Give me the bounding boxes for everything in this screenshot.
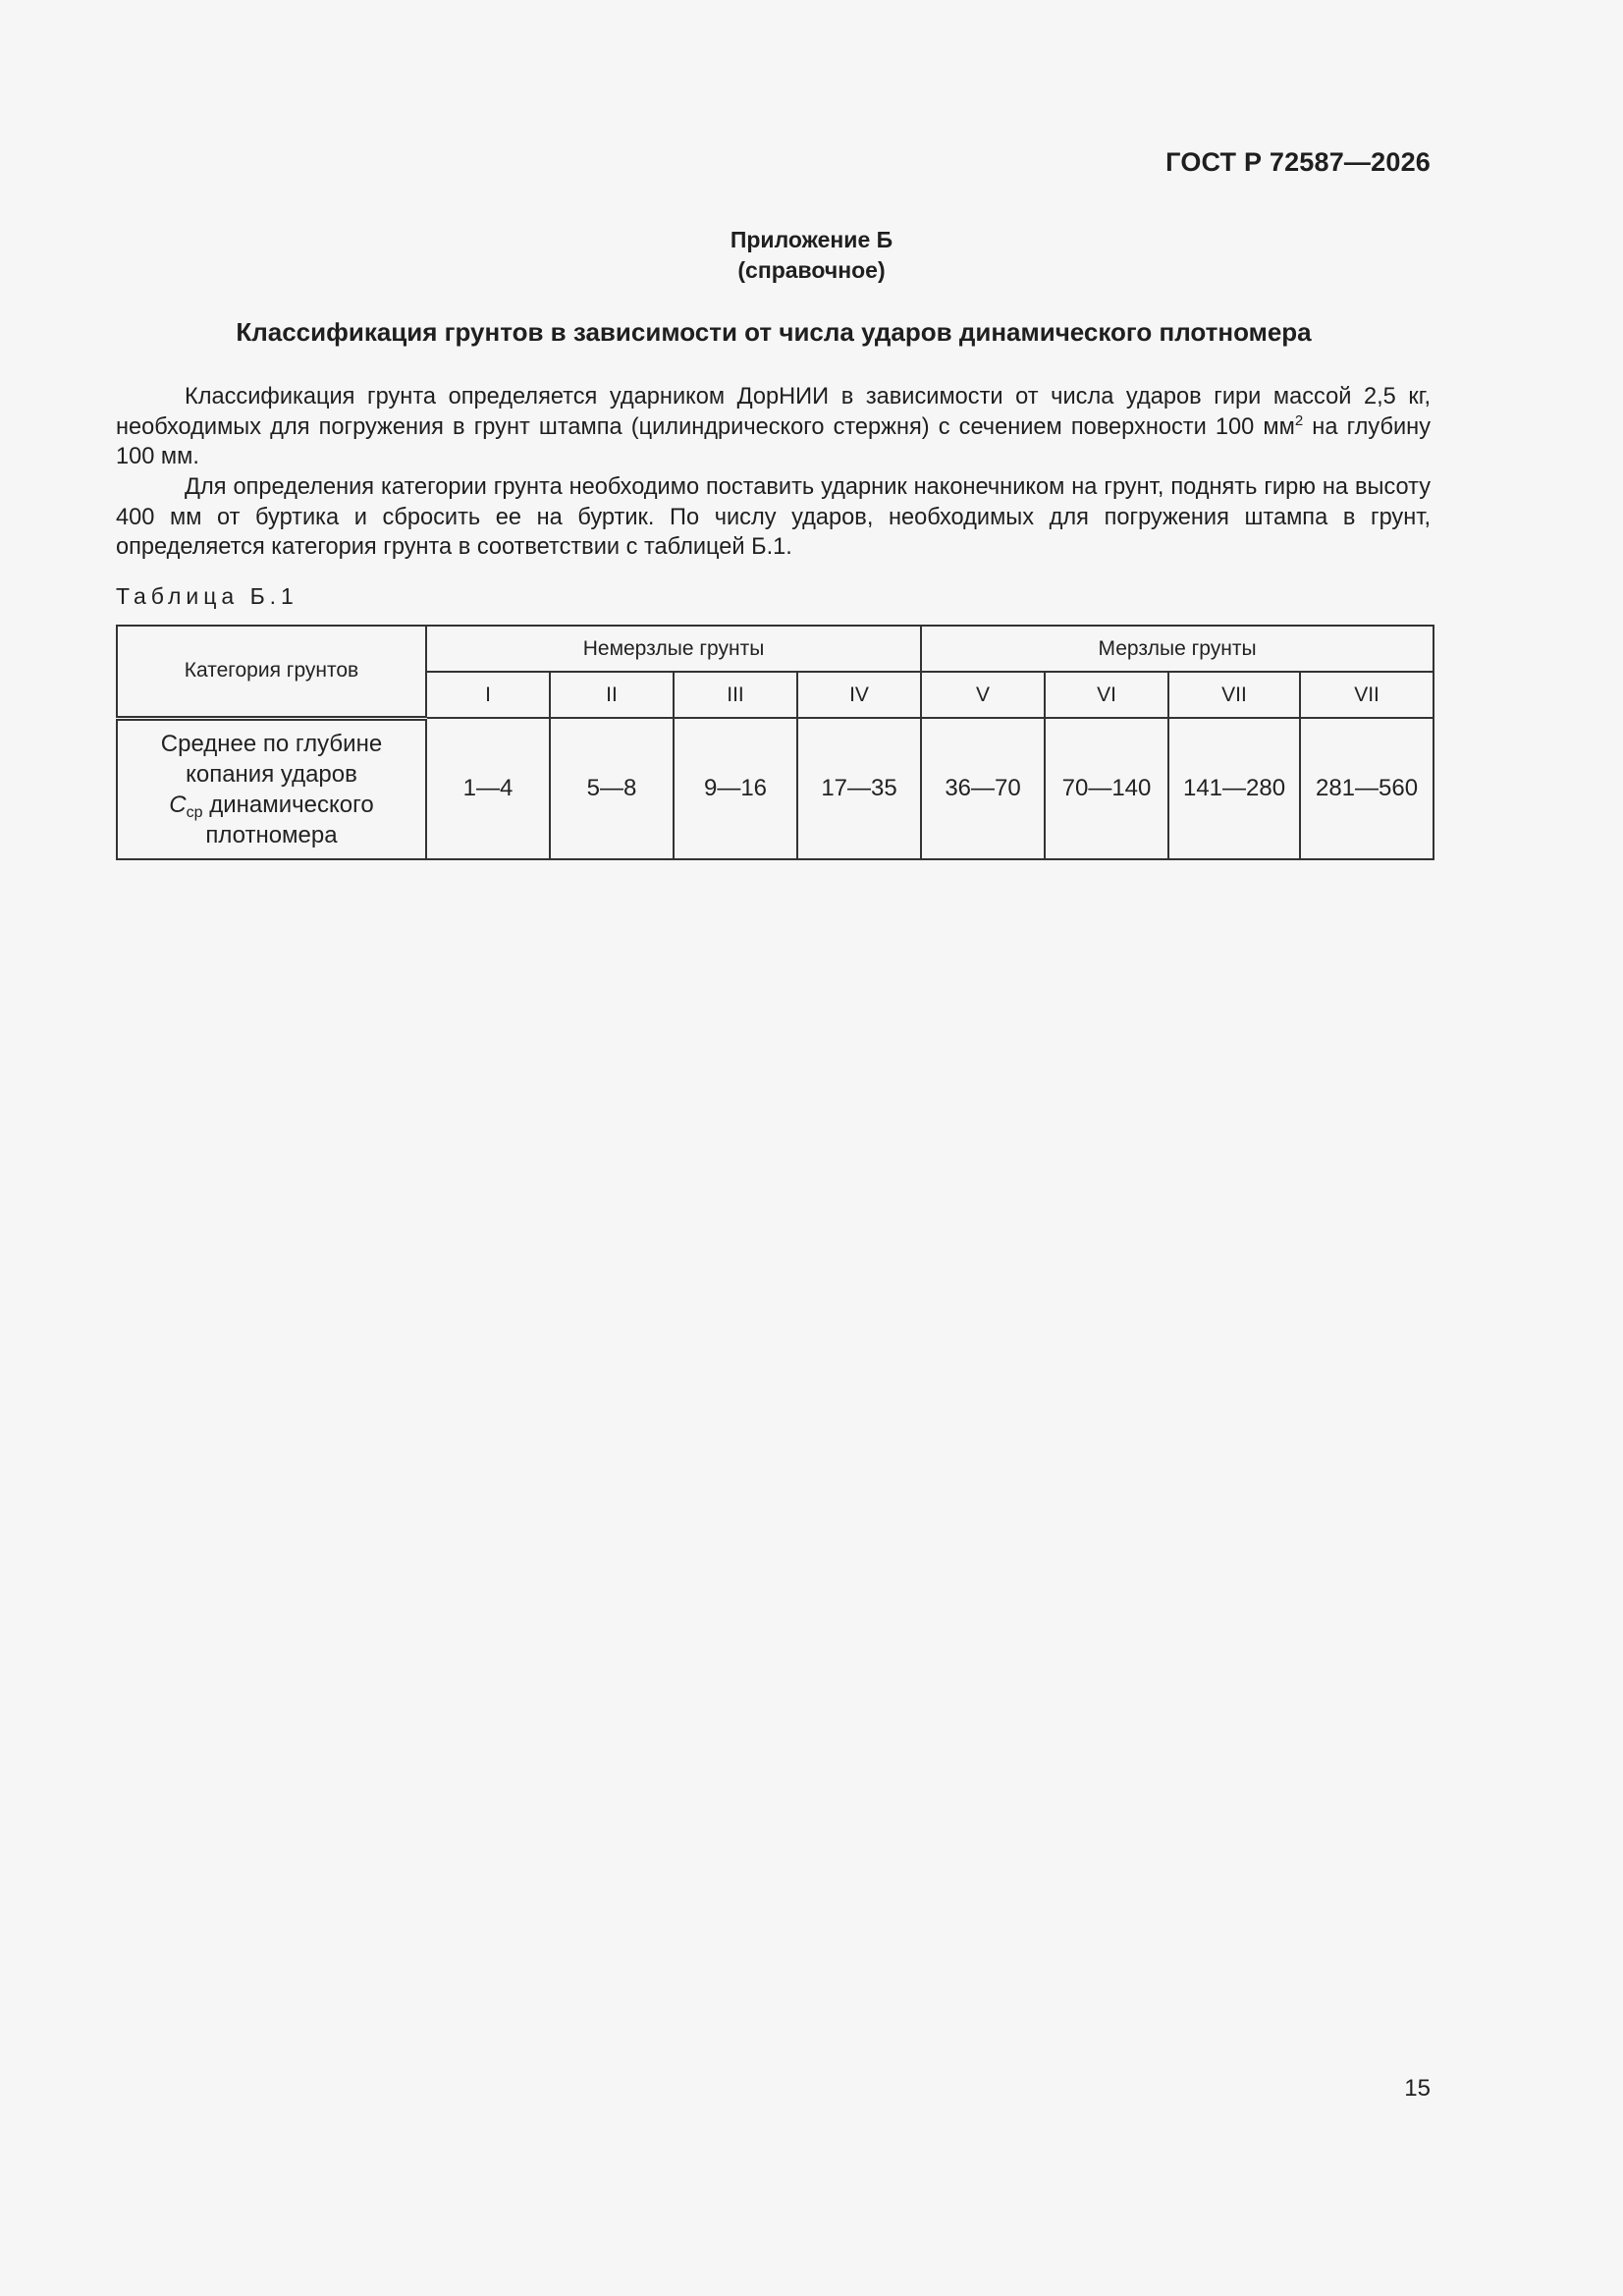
header-category: Категория грунтов [117, 626, 426, 718]
row-label [117, 718, 426, 859]
page-number: 15 [1404, 2075, 1431, 2102]
table-row [117, 718, 1434, 859]
paragraph-1-text: Классификация грунта определяется ударником ДорНИИ в зависимости от числа ударов гири массой 2,5 кг, необходимых для погружения в грунт штампа (цилиндрического стержня) с сечением поверхности 100 мм [116, 384, 1431, 440]
header-unfrozen: Немерзлые грунты [426, 626, 921, 672]
table-caption: Таблица Б.1 [116, 583, 298, 609]
category-cell: IV [797, 672, 921, 718]
value-cell: 1—4 [426, 718, 550, 859]
value-cell: 281—560 [1300, 718, 1434, 859]
row-label-rest: динамического [202, 791, 374, 818]
category-cell: VII [1300, 672, 1434, 718]
row-label-line: плотномера [205, 821, 338, 848]
superscript: 2 [1294, 411, 1304, 429]
category-cell: III [674, 672, 797, 718]
table-header-row [117, 626, 1434, 672]
paragraph-2-text: Для определения категории грунта необходимо поставить ударник наконечником на грунт, поднять гирю на высоту 400 мм от буртика и сбросить ее на буртик. По числу ударов, необходимых для погружения штампа в грунт, определяется категория грунта в соответствии с таблицей Б.1. [116, 474, 1431, 560]
classification-table [116, 625, 1434, 860]
appendix-title: Приложение Б [730, 227, 893, 252]
symbol: C [169, 791, 187, 818]
document-code: ГОСТ Р 72587—2026 [1165, 147, 1431, 177]
section-title: Классификация грунтов в зависимости от числа ударов динамического плотномера [236, 317, 1312, 347]
row-label-line: Среднее по глубине [160, 730, 383, 757]
category-cell: V [921, 672, 1045, 718]
category-cell: VI [1045, 672, 1168, 718]
symbol-subscript: ср [186, 803, 203, 821]
value-cell: 17—35 [797, 718, 921, 859]
category-cell: II [550, 672, 674, 718]
paragraph-1 [116, 382, 1431, 472]
row-label-line: копания ударов [186, 760, 357, 788]
value-cell: 9—16 [674, 718, 797, 859]
category-cell: VII [1168, 672, 1300, 718]
value-cell: 141—280 [1168, 718, 1300, 859]
appendix-subtitle: (справочное) [737, 257, 886, 283]
header-frozen: Мерзлые грунты [921, 626, 1434, 672]
appendix-heading [0, 225, 1623, 286]
value-cell: 70—140 [1045, 718, 1168, 859]
row-label-line [128, 790, 415, 820]
value-cell: 36—70 [921, 718, 1045, 859]
paragraph-2 [116, 472, 1431, 563]
value-cell: 5—8 [550, 718, 674, 859]
category-cell: I [426, 672, 550, 718]
paragraph-1-tail: на глубину 100 мм. [116, 413, 1432, 469]
